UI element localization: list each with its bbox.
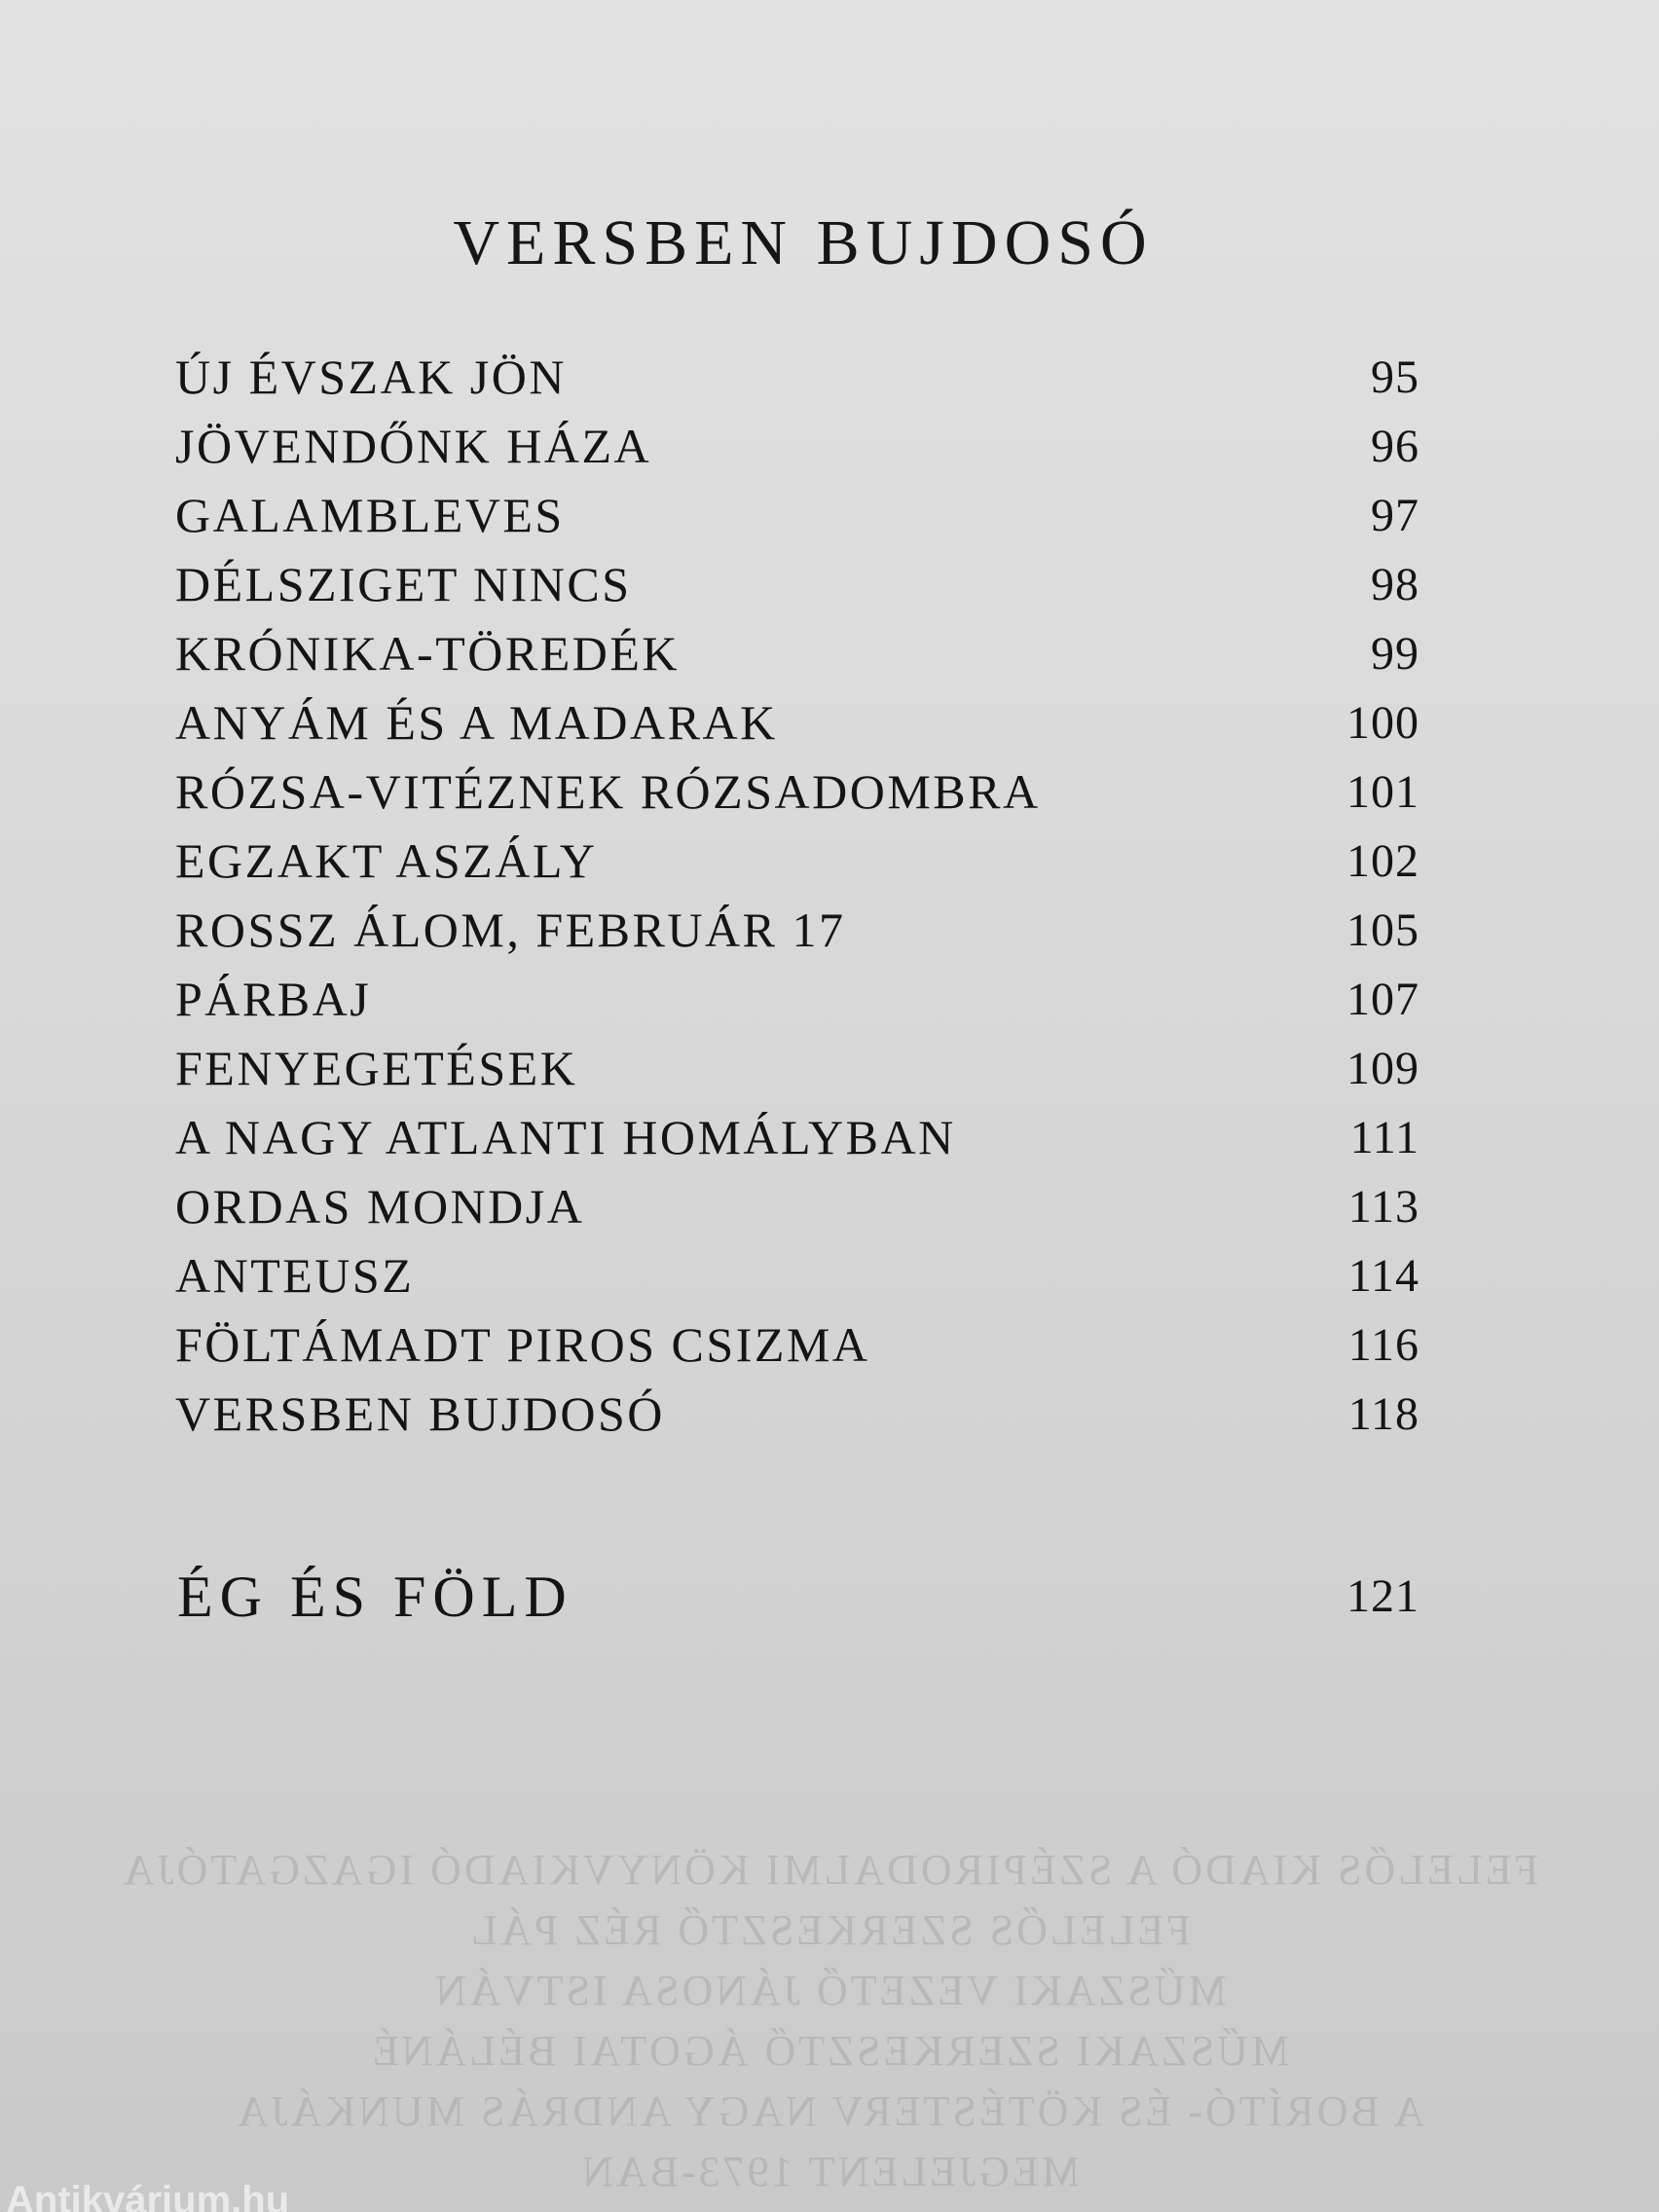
colophon-line: FELELŐS KIADÓ A SZÉPIRODALMI KÖNYVKIADÓ IGAZGATÓJA [120,1846,1539,1894]
toc-entry-title: ANTEUSZ [175,1248,415,1303]
toc-entry [175,343,1419,412]
colophon-line: MEGJELENT 1973-BAN [579,2148,1080,2195]
toc-entry [175,1034,1419,1103]
toc-entry [175,619,1419,688]
toc-entry-page: 99 [1371,628,1419,680]
toc-entry-title: PÁRBAJ [175,972,372,1026]
toc-entry-page: 98 [1371,559,1419,610]
toc-entry [175,1103,1419,1172]
toc-entry [175,827,1419,896]
toc-entry-page: 109 [1346,1043,1419,1094]
toc-entry [175,757,1419,827]
toc-entry [175,1172,1419,1241]
colophon-line: MŰSZAKI SZERKESZTŐ ÁGOTAI BÉLÁNÉ [369,2027,1290,2075]
toc-entry-title: FENYEGETÉSEK [175,1041,578,1095]
watermark: Antikvárium.hu [6,2179,290,2212]
toc-entry-page: 101 [1346,766,1419,818]
toc-entry [175,1310,1419,1380]
toc-entry-title: RÓZSA-VITÉZNEK RÓZSADOMBRA [175,764,1041,819]
toc-entry-page: 95 [1371,351,1419,403]
toc-entry [175,1380,1419,1449]
toc-entry-page: 96 [1371,421,1419,472]
toc-entry-page: 111 [1349,1112,1419,1163]
toc-entry-title: KRÓNIKA-TÖREDÉK [175,626,680,681]
toc-entry-page: 113 [1347,1181,1419,1233]
toc-entry-title: JÖVENDŐNK HÁZA [175,419,652,473]
toc-entry [175,965,1419,1034]
next-part-title: ÉG ÉS FÖLD [177,1565,573,1629]
toc-entry-title: DÉLSZIGET NINCS [175,557,632,611]
toc-entry-page: 116 [1347,1319,1419,1371]
toc-entry [175,412,1419,481]
toc-entry-title: A NAGY ATLANTI HOMÁLYBAN [175,1110,956,1164]
toc-entry-page: 105 [1346,904,1419,956]
toc-entry-title: ÚJ ÉVSZAK JÖN [175,350,567,404]
toc-entry-title: GALAMBLEVES [175,488,565,542]
toc-entry-page: 100 [1346,697,1419,749]
next-part-page: 121 [1346,1570,1419,1622]
toc-entry-page: 114 [1347,1250,1419,1302]
toc-entry-title: ANYÁM ÉS A MADARAK [175,695,778,750]
section-title: VERSBEN BUJDOSÓ [453,207,1154,278]
toc-entry-title: VERSBEN BUJDOSÓ [175,1386,665,1441]
toc-entry-page: 107 [1346,974,1419,1025]
table-of-contents [175,343,1419,1449]
toc-entry-title: ROSSZ ÁLOM, FEBRUÁR 17 [175,903,846,957]
toc-entry [175,896,1419,965]
toc-entry [175,550,1419,619]
colophon-line: MŰSZAKI VEZETŐ JÁNOSA ISTVÁN [432,1967,1227,2014]
toc-entry-title: ORDAS MONDJA [175,1179,585,1234]
toc-entry-page: 118 [1347,1388,1419,1440]
toc-entry-title: EGZAKT ASZÁLY [175,833,598,888]
toc-entry-page: 97 [1371,490,1419,541]
toc-entry [175,1241,1419,1310]
colophon-line: FELELŐS SZERKESZTŐ RÉZ PÁL [468,1906,1191,1954]
colophon-line: A BORÍTÓ- ÉS KÖTÉSTERV NAGY ANDRÁS MUNKÁJA [234,2087,1425,2135]
bleed-through-colophon [0,1840,1659,2202]
toc-entry [175,481,1419,550]
toc-entry-page: 102 [1346,835,1419,887]
toc-entry-title: FÖLTÁMADT PIROS CSIZMA [175,1317,870,1372]
next-part-heading [177,1558,1419,1636]
toc-entry [175,688,1419,757]
